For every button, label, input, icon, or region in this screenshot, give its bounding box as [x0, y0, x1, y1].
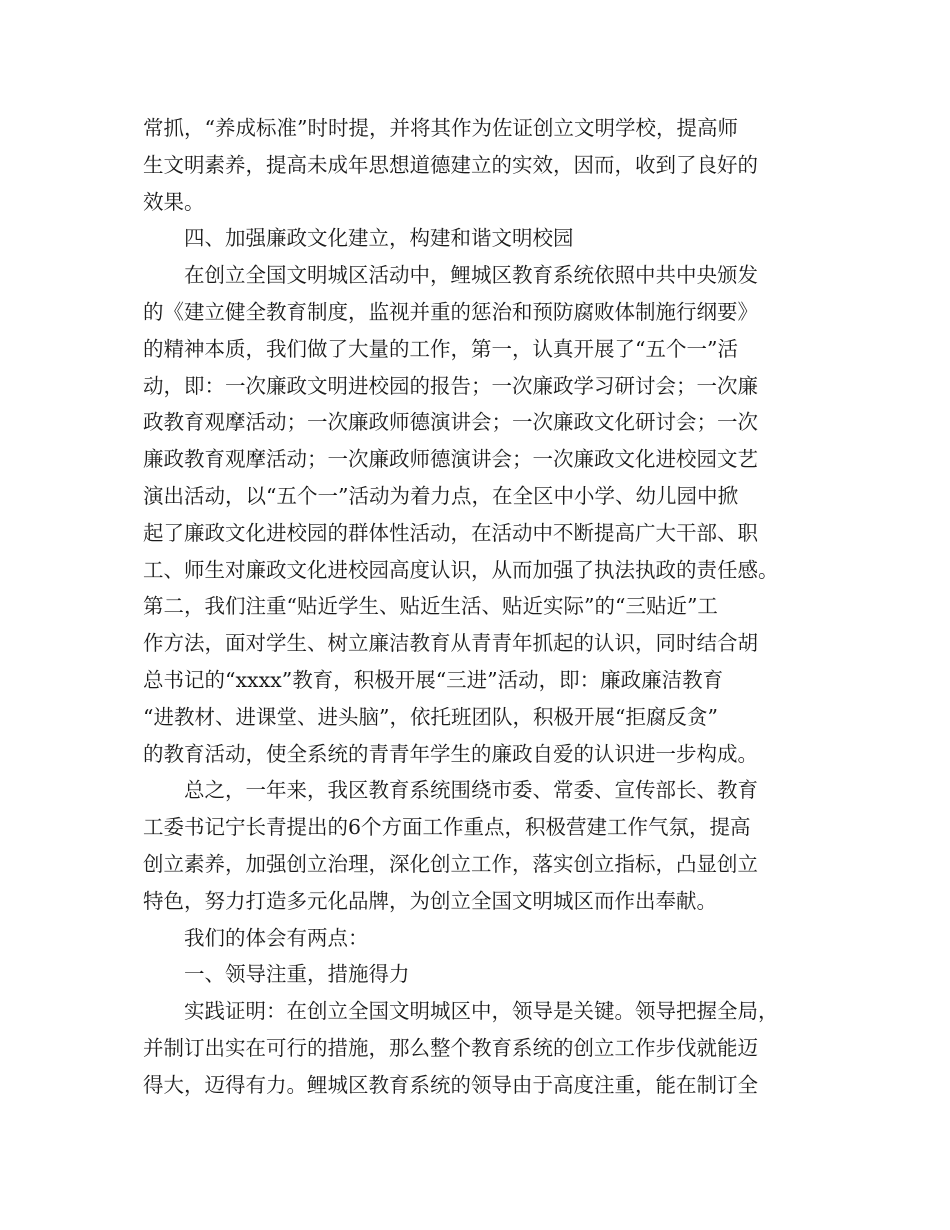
text-line: 动，即：一次廉政文明进校园的报告；一次廉政学习研讨会；一次廉 [143, 373, 758, 398]
text-line: 创立素养，加强创立治理，深化创立工作，落实创立指标，凸显创立 [143, 851, 758, 876]
text-line: 效果。 [143, 189, 205, 214]
text-line: 工委书记宁长青提出的6个方面工作重点，积极营建工作气氛，提高 [143, 815, 751, 840]
text-line: 实践证明：在创立全国文明城区中，领导是关键。领导把握全局， [184, 999, 779, 1024]
text-line: “进教材、进课堂、进头脑”，依托班团队，积极开展“拒腐反贪” [143, 704, 718, 729]
text-line: 总之，一年来，我区教育系统围绕市委、常委、宣传部长、教育 [184, 778, 758, 803]
text-line: 作方法，面对学生、树立廉洁教育从青青年抓起的认识，同时结合胡 [143, 631, 758, 656]
text-line: 得大，迈得有力。鲤城区教育系统的领导由于高度注重，能在制订全 [143, 1072, 758, 1097]
text-line: 的精神本质，我们做了大量的工作，第一，认真开展了“五个一”活 [143, 336, 738, 361]
text-line: 起了廉政文化进校园的群体性活动，在活动中不断提高广大干部、职 [143, 520, 758, 545]
text-line: 四、加强廉政文化建立，构建和谐文明校园 [184, 226, 574, 251]
text-line: 的《建立健全教育制度，监视并重的惩治和预防腐败体制施行纲要》 [143, 299, 758, 324]
text-line: 的教育活动，使全系统的青青年学生的廉政自爱的认识进一步构成。 [143, 741, 758, 766]
text-line: 常抓，“养成标准”时时提，并将其作为佐证创立文明学校，提高师 [143, 116, 738, 140]
text-line: 演出活动，以“五个一”活动为着力点，在全区中小学、幼儿园中掀 [143, 483, 738, 508]
text-line: 生文明素养，提高未成年思想道德建立的实效，因而，收到了良好的 [143, 152, 758, 177]
text-line: 工、师生对廉政文化进校园高度认识，从而加强了执法执政的责任感。 [143, 557, 779, 582]
text-line: 第二，我们注重“贴近学生、贴近生活、贴近实际”的“三贴近”工 [143, 594, 718, 619]
text-line: 并制订出实在可行的措施，那么整个教育系统的创立工作步伐就能迈 [143, 1035, 758, 1060]
body-text [143, 110, 843, 1104]
text-line: 廉政教育观摩活动；一次廉政师德演讲会；一次廉政文化进校园文艺 [143, 447, 758, 472]
text-line: 在创立全国文明城区活动中，鲤城区教育系统依照中共中央颁发 [184, 263, 758, 288]
text-line: 特色，努力打造多元化品牌，为创立全国文明城区而作出奉献。 [143, 888, 717, 913]
text-line: 一、领导注重，措施得力 [184, 962, 410, 987]
text-line: 我们的体会有两点： [184, 925, 369, 950]
text-line: 总书记的“xxxx”教育，积极开展“三进”活动，即：廉政廉洁教育 [143, 667, 724, 692]
text-line: 政教育观摩活动；一次廉政师德演讲会；一次廉政文化研讨会；一次 [143, 410, 758, 435]
